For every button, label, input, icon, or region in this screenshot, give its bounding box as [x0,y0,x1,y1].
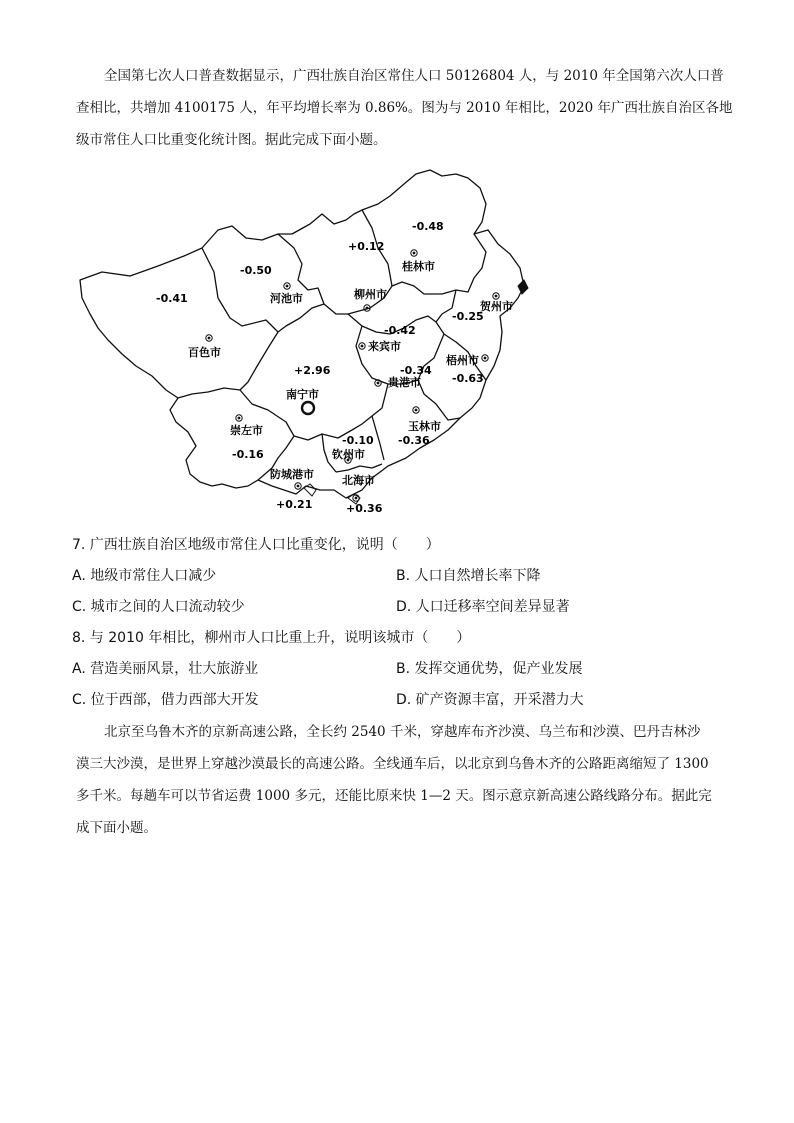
guangxi-population-map [72,168,532,528]
value-hechi: -0.50 [240,264,272,277]
city-hezhou: 贺州市 [480,300,513,313]
value-qinzhou: -0.10 [342,434,374,447]
value-chongzuo: -0.16 [232,448,264,461]
highway-line-4: 成下面小题。 [76,820,157,836]
question-8-stem: 8. 与 2010 年相比，柳州市人口比重上升，说明该城市（ ） [72,630,471,646]
q7-option-c[interactable]: C. 城市之间的人口流动较少 [72,599,245,615]
q8-option-a[interactable]: A. 营造美丽风景，壮大旅游业 [72,661,259,677]
city-beihai: 北海市 [342,474,375,487]
city-hechi: 河池市 [270,292,303,305]
q7-option-d[interactable]: D. 人口迁移率空间差异显著 [396,599,570,615]
intro-line-3: 级市常住人口比重变化统计图。据此完成下面小题。 [76,132,387,148]
question-7-stem: 7. 广西壮族自治区地级市常住人口比重变化，说明（ ） [72,537,440,553]
highway-line-1: 北京至乌鲁木齐的京新高速公路，全长约 2540 千米，穿越库布齐沙漠、乌兰布和沙漠、巴丹吉林沙 [104,724,701,740]
city-fangchenggang: 防城港市 [270,468,314,481]
province-outline [80,170,524,498]
value-hezhou: -0.25 [452,310,484,323]
q8-option-b[interactable]: B. 发挥交通优势，促产业发展 [396,661,583,677]
value-nanning: +2.96 [294,364,331,377]
value-fangchenggang: +0.21 [276,498,313,511]
value-yulin: -0.36 [398,434,430,447]
value-liuzhou: +0.12 [348,240,385,253]
value-guigang: -0.34 [400,364,432,377]
value-laibin: -0.42 [384,324,416,337]
city-liuzhou: 柳州市 [354,288,387,301]
city-guilin: 桂林市 [402,260,435,273]
value-beihai: +0.36 [346,502,383,515]
q7-option-a[interactable]: A. 地级市常住人口减少 [72,568,217,584]
city-qinzhou: 钦州市 [332,448,365,461]
city-nanning: 南宁市 [286,388,319,401]
intro-line-2: 查相比，共增加 4100175 人，年平均增长率为 0.86%。图为与 2010 年相比，2020 年广西壮族自治区各地 [76,100,733,116]
city-chongzuo: 崇左市 [230,424,263,437]
value-guilin: -0.48 [412,220,444,233]
city-yulin: 玉林市 [408,420,441,433]
highway-line-2: 漠三大沙漠，是世界上穿越沙漠最长的高速公路。全线通车后，以北京到乌鲁木齐的公路距离缩短了 1300 [76,756,709,772]
highway-passage [76,716,721,844]
q7-option-b[interactable]: B. 人口自然增长率下降 [396,568,541,584]
city-baise: 百色市 [188,346,221,359]
value-wuzhou: -0.63 [452,372,484,385]
city-laibin: 来宾市 [368,340,401,353]
city-guigang: 贵港市 [388,376,421,389]
value-baise: -0.41 [156,292,188,305]
city-wuzhou: 梧州市 [446,354,479,367]
highway-line-3: 多千米。每趟车可以节省运费 1000 多元，还能比原来快 1—2 天。图示意京新高速公路线路分布。据此完 [76,788,712,804]
intro-line-1: 全国第七次人口普查数据显示，广西壮族自治区常住人口 50126804 人，与 2010 年全国第六次人口普 [104,68,724,84]
q8-option-d[interactable]: D. 矿产资源丰富，开采潜力大 [396,692,584,708]
q8-option-c[interactable]: C. 位于西部，借力西部大开发 [72,692,259,708]
intro-passage [76,60,733,156]
